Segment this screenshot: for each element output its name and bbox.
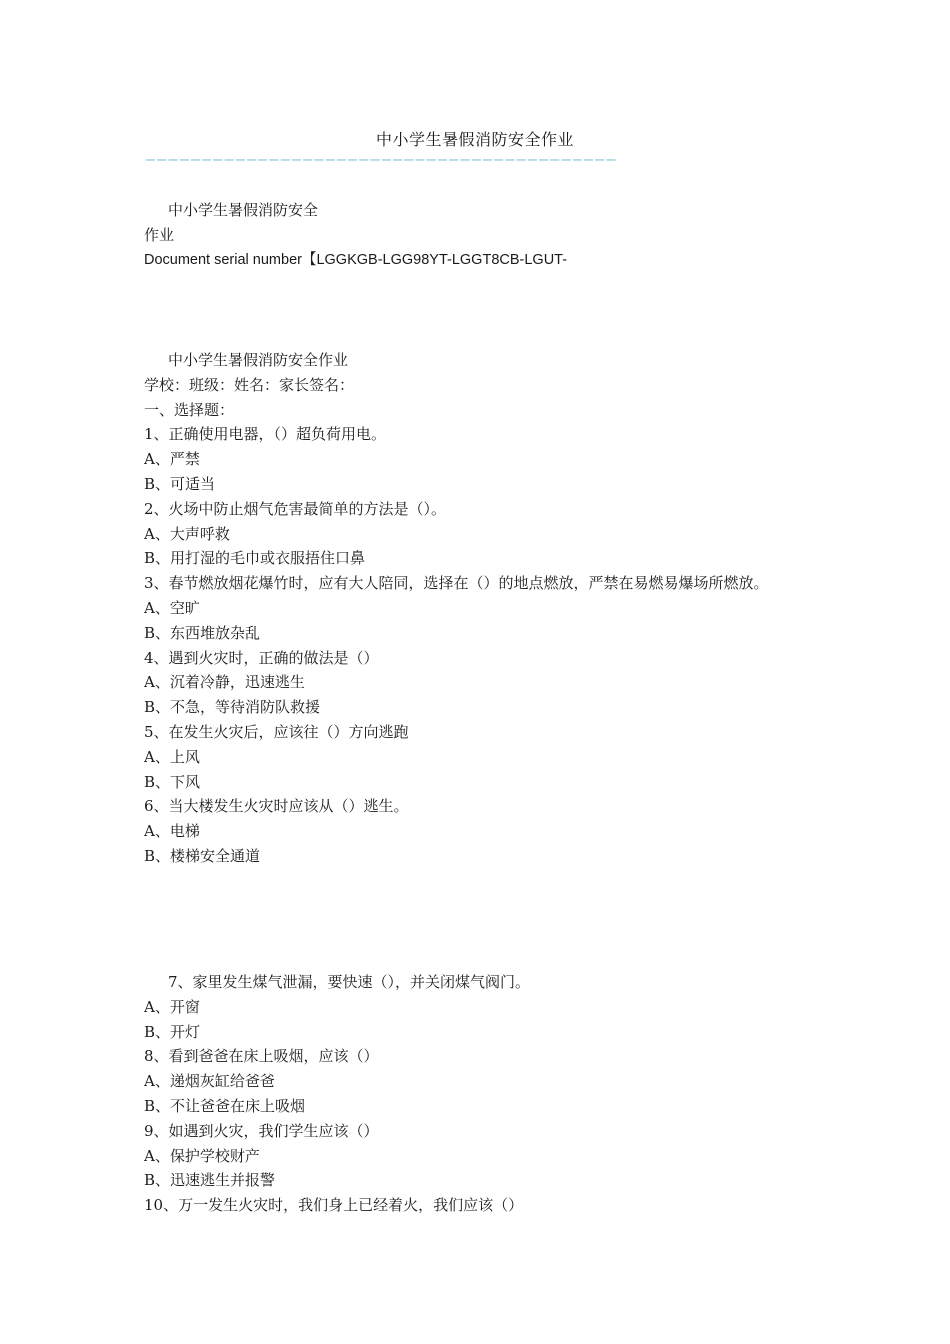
question-3: 3、春节燃放烟花爆竹时，应有大人陪同，选择在（）的地点燃放，严禁在易燃易爆场所燃放。 (144, 574, 769, 593)
student-info-fields: 学校：班级：姓名：家长签名： (144, 375, 355, 394)
question-7-option-b: B、开灯 (144, 1022, 201, 1041)
worksheet-section-2 (144, 970, 810, 1218)
question-7-option-a: A、开窗 (144, 997, 200, 1016)
intro-block (144, 198, 810, 272)
page-header-title: 中小学生暑假消防安全作业 (375, 130, 574, 149)
question-6: 6、当大楼发生火灾时应该从（）逃生。 (144, 797, 409, 816)
question-10: 10、万一发生火灾时，我们身上已经着火，我们应该（） (144, 1196, 524, 1215)
question-7: 7、家里发生煤气泄漏，要快速（），并关闭煤气阀门。 (168, 973, 531, 991)
question-2: 2、火场中防止烟气危害最简单的方法是（）。 (144, 499, 447, 518)
question-9-option-a: A、保护学校财产 (144, 1146, 260, 1165)
question-5-option-a: A、上风 (144, 747, 200, 766)
worksheet-section-1 (144, 348, 810, 869)
question-8-option-a: A、递烟灰缸给爸爸 (144, 1072, 275, 1091)
document-serial-number: Document serial number【LGGKGB-LGG98YT-LGGT8CB-LGUT- (144, 251, 568, 268)
question-9: 9、如遇到火灾，我们学生应该（） (144, 1121, 379, 1140)
question-4-option-a: A、沉着冷静，迅速逃生 (144, 673, 305, 692)
question-6-option-b: B、楼梯安全通道 (144, 846, 261, 865)
question-4: 4、遇到火灾时，正确的做法是（） (144, 648, 379, 667)
header-divider: —————————————————————————————————————————— (146, 150, 618, 168)
question-1-option-a: A、严禁 (144, 450, 200, 469)
worksheet-title: 中小学生暑假消防安全作业 (168, 351, 349, 369)
question-5-option-b: B、下风 (144, 772, 201, 791)
question-3-option-a: A、空旷 (144, 598, 200, 617)
question-2-option-a: A、大声呼救 (144, 524, 230, 543)
question-1: 1、正确使用电器，（）超负荷用电。 (144, 425, 387, 444)
question-4-option-b: B、不急，等待消防队救援 (144, 698, 321, 717)
question-5: 5、在发生火灾后，应该往（）方向逃跑 (144, 722, 409, 741)
question-8: 8、看到爸爸在床上吸烟，应该（） (144, 1047, 379, 1066)
intro-title-continued: 作业 (144, 225, 175, 244)
question-1-option-b: B、可适当 (144, 474, 216, 493)
question-8-option-b: B、不让爸爸在床上吸烟 (144, 1096, 306, 1115)
intro-title: 中小学生暑假消防安全 (168, 201, 319, 219)
question-2-option-b: B、用打湿的毛巾或衣服捂住口鼻 (144, 549, 366, 568)
question-9-option-b: B、迅速逃生并报警 (144, 1171, 276, 1190)
question-6-option-a: A、电梯 (144, 822, 200, 841)
section-heading: 一、选择题： (144, 400, 235, 419)
question-3-option-b: B、东西堆放杂乱 (144, 623, 261, 642)
